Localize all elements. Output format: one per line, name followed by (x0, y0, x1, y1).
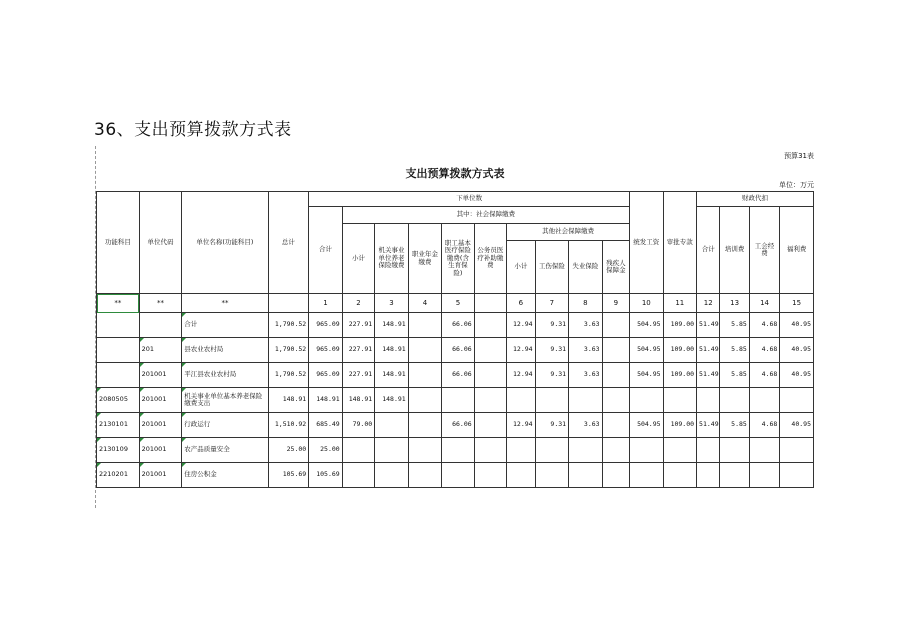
header-other-small: 小计 (507, 241, 535, 294)
table-cell[interactable] (569, 388, 603, 413)
table-cell[interactable] (602, 338, 629, 363)
table-cell[interactable]: 504.95 (630, 363, 664, 388)
table-cell[interactable] (602, 438, 629, 463)
table-cell[interactable] (720, 438, 749, 463)
header-medical: 职工基本医疗保险缴费(含生育保险) (442, 224, 474, 294)
table-cell[interactable] (474, 313, 506, 338)
table-cell[interactable]: 3.63 (569, 363, 603, 388)
table-cell[interactable] (442, 438, 474, 463)
table-cell[interactable] (663, 463, 697, 488)
table-cell[interactable] (749, 388, 779, 413)
table-cell[interactable] (474, 413, 506, 438)
table-cell[interactable]: 201001 (139, 388, 182, 413)
table-cell[interactable] (375, 438, 409, 463)
table-cell[interactable]: 25.00 (309, 438, 343, 463)
table-cell[interactable]: 201001 (139, 413, 182, 438)
header-unit-code: 单位代码 (139, 192, 182, 294)
sheet-title: 支出预算拨款方式表 (405, 167, 505, 180)
table-cell[interactable]: 965.09 (309, 363, 343, 388)
table-cell[interactable]: 3.63 (569, 313, 603, 338)
header-annuity: 职业年金缴费 (408, 224, 442, 294)
table-cell[interactable]: 109.00 (663, 413, 697, 438)
table-cell[interactable]: 合计 (182, 313, 268, 338)
index-cell[interactable]: 13 (720, 294, 749, 313)
sheet-unit: 单位：万元 (779, 181, 814, 189)
table-body (97, 294, 814, 488)
table-cell[interactable] (507, 388, 535, 413)
sheet-code: 预算31表 (784, 152, 814, 160)
table-cell[interactable]: 105.69 (309, 463, 343, 488)
index-cell[interactable]: 10 (630, 294, 664, 313)
table-cell[interactable]: 县农业农村局 (182, 338, 268, 363)
table-cell[interactable]: 机关事业单位基本养老保险缴费支出 (182, 388, 268, 413)
table-row (97, 388, 814, 413)
table-cell[interactable]: 66.06 (442, 338, 474, 363)
table-cell[interactable] (569, 463, 603, 488)
header-finance-proxy: 财政代扣 (697, 192, 814, 207)
table-cell[interactable] (697, 463, 720, 488)
table-cell[interactable]: 9.31 (535, 413, 569, 438)
header-other-social: 其他社会保障缴费 (507, 224, 630, 241)
table-cell[interactable] (342, 463, 374, 488)
header-direct-pay: 统发工资 (630, 192, 664, 294)
index-cell[interactable] (474, 294, 506, 313)
table-cell[interactable]: 4.68 (749, 363, 779, 388)
table-cell[interactable]: 66.06 (442, 313, 474, 338)
index-cell[interactable]: 2 (342, 294, 374, 313)
table-cell[interactable]: 965.09 (309, 313, 343, 338)
index-cell[interactable]: 8 (569, 294, 603, 313)
table-cell[interactable]: 51.49 (697, 313, 720, 338)
index-cell[interactable]: ** (97, 294, 140, 313)
header-pension: 机关事业单位养老保险缴费 (375, 224, 409, 294)
table-cell[interactable]: 109.00 (663, 313, 697, 338)
table-cell[interactable]: 66.06 (442, 363, 474, 388)
table-cell[interactable]: 1,790.52 (268, 363, 309, 388)
table-cell[interactable] (474, 463, 506, 488)
table-cell[interactable]: 4.68 (749, 338, 779, 363)
header-unemployment: 失业保险 (569, 241, 603, 294)
table-cell[interactable]: 2210201 (97, 463, 140, 488)
table-cell[interactable] (474, 363, 506, 388)
index-cell[interactable]: 4 (408, 294, 442, 313)
table-cell[interactable]: 40.95 (780, 338, 814, 363)
table-cell[interactable] (507, 438, 535, 463)
header-welfare: 福利费 (780, 207, 814, 294)
table-cell[interactable]: 9.31 (535, 313, 569, 338)
header-unit-name: 单位名称(功能科目) (182, 192, 268, 294)
table-cell[interactable] (139, 313, 182, 338)
document-title: 36、支出预算拨款方式表 (94, 120, 292, 140)
table-cell[interactable]: 12.94 (507, 313, 535, 338)
table-cell[interactable] (474, 438, 506, 463)
table-cell[interactable] (408, 388, 442, 413)
table-cell[interactable]: 201 (139, 338, 182, 363)
header-training: 培训费 (720, 207, 749, 294)
table-cell[interactable]: 3.63 (569, 413, 603, 438)
table-cell[interactable] (342, 438, 374, 463)
table-cell[interactable] (97, 363, 140, 388)
header-disabled: 残疾人保障金 (602, 241, 629, 294)
table-cell[interactable]: 4.68 (749, 313, 779, 338)
table-cell[interactable] (408, 313, 442, 338)
table-cell[interactable]: 2080505 (97, 388, 140, 413)
table-cell[interactable] (408, 338, 442, 363)
table-cell[interactable]: 105.69 (268, 463, 309, 488)
index-cell[interactable]: ** (182, 294, 268, 313)
table-cell[interactable]: 965.09 (309, 338, 343, 363)
table-cell[interactable] (697, 438, 720, 463)
table-cell[interactable]: 40.95 (780, 363, 814, 388)
table-row (97, 413, 814, 438)
table-cell[interactable] (663, 388, 697, 413)
budget-table (96, 191, 814, 488)
header-fp-total: 合计 (697, 207, 720, 294)
table-cell[interactable] (602, 363, 629, 388)
table-cell[interactable]: 2130109 (97, 438, 140, 463)
table-row (97, 463, 814, 488)
table-cell[interactable] (375, 413, 409, 438)
table-cell[interactable]: 148.91 (375, 338, 409, 363)
index-cell[interactable] (268, 294, 309, 313)
table-cell[interactable]: 504.95 (630, 413, 664, 438)
table-cell[interactable]: 201001 (139, 463, 182, 488)
table-cell[interactable] (630, 388, 664, 413)
table-cell[interactable] (749, 463, 779, 488)
table-cell[interactable] (780, 438, 814, 463)
table-cell[interactable] (535, 388, 569, 413)
table-cell[interactable] (630, 463, 664, 488)
header-subtotal: 合计 (309, 207, 343, 294)
table-cell[interactable]: 685.49 (309, 413, 343, 438)
table-cell[interactable]: 148.91 (375, 313, 409, 338)
header-injury: 工伤保险 (535, 241, 569, 294)
table-cell[interactable] (569, 438, 603, 463)
header-union: 工会经费 (749, 207, 779, 294)
table-cell[interactable]: 5.85 (720, 338, 749, 363)
table-cell[interactable] (474, 338, 506, 363)
header-small-total: 小计 (342, 224, 374, 294)
table-row (97, 338, 814, 363)
table-row (97, 313, 814, 338)
table-cell[interactable]: 25.00 (268, 438, 309, 463)
table-cell[interactable]: 1,510.92 (268, 413, 309, 438)
table-cell[interactable] (602, 413, 629, 438)
table-cell[interactable] (720, 388, 749, 413)
index-cell[interactable]: 3 (375, 294, 409, 313)
table-cell[interactable]: 40.95 (780, 413, 814, 438)
table-cell[interactable]: 5.85 (720, 363, 749, 388)
table-cell[interactable]: 12.94 (507, 413, 535, 438)
table-cell[interactable]: 148.91 (268, 388, 309, 413)
table-cell[interactable]: 504.95 (630, 338, 664, 363)
table-cell[interactable]: 148.91 (342, 388, 374, 413)
table-cell[interactable]: 40.95 (780, 313, 814, 338)
table-row (97, 363, 814, 388)
table-cell[interactable]: 227.91 (342, 338, 374, 363)
table-cell[interactable]: 住房公积金 (182, 463, 268, 488)
table-cell[interactable]: 2130101 (97, 413, 140, 438)
index-cell[interactable]: 12 (697, 294, 720, 313)
table-cell[interactable]: 148.91 (309, 388, 343, 413)
table-cell[interactable]: 201001 (139, 363, 182, 388)
table-cell[interactable]: 5.85 (720, 313, 749, 338)
table-cell[interactable] (408, 363, 442, 388)
table-cell[interactable] (697, 388, 720, 413)
table-cell[interactable]: 12.94 (507, 363, 535, 388)
table-cell[interactable]: 9.31 (535, 363, 569, 388)
table-cell[interactable]: 1,790.52 (268, 338, 309, 363)
table-cell[interactable]: 5.85 (720, 413, 749, 438)
index-cell[interactable]: 14 (749, 294, 779, 313)
table-cell[interactable] (442, 463, 474, 488)
table-cell[interactable] (663, 438, 697, 463)
table-cell[interactable] (535, 438, 569, 463)
table-cell[interactable]: 109.00 (663, 338, 697, 363)
table-cell[interactable] (780, 463, 814, 488)
table-cell[interactable]: 1,790.52 (268, 313, 309, 338)
table-cell[interactable]: 109.00 (663, 363, 697, 388)
header-approved: 审批专款 (663, 192, 697, 294)
table-cell[interactable]: 227.91 (342, 313, 374, 338)
table-cell[interactable]: 201001 (139, 438, 182, 463)
table-cell[interactable]: 51.49 (697, 338, 720, 363)
table-cell[interactable] (720, 463, 749, 488)
table-cell[interactable] (602, 388, 629, 413)
table-cell[interactable]: 12.94 (507, 338, 535, 363)
table-cell[interactable]: 51.49 (697, 413, 720, 438)
table-cell[interactable] (602, 463, 629, 488)
index-cell[interactable]: 15 (780, 294, 814, 313)
header-func-subject: 功能科目 (97, 192, 140, 294)
table-cell[interactable] (375, 463, 409, 488)
table-cell[interactable] (408, 438, 442, 463)
index-cell[interactable]: 9 (602, 294, 629, 313)
table-cell[interactable]: 4.68 (749, 413, 779, 438)
index-cell[interactable]: 1 (309, 294, 343, 313)
table-cell[interactable]: 51.49 (697, 363, 720, 388)
table-cell[interactable] (602, 313, 629, 338)
index-cell[interactable]: 6 (507, 294, 535, 313)
table-cell[interactable]: 227.91 (342, 363, 374, 388)
table-cell[interactable] (442, 388, 474, 413)
header-lower-funds: 下单位数 (309, 192, 630, 207)
table-cell[interactable]: 农产品质量安全 (182, 438, 268, 463)
table-cell[interactable]: 3.63 (569, 338, 603, 363)
table-cell[interactable] (97, 338, 140, 363)
table-row (97, 438, 814, 463)
table-cell[interactable]: 66.06 (442, 413, 474, 438)
table-cell[interactable]: 79.00 (342, 413, 374, 438)
table-cell[interactable] (780, 388, 814, 413)
table-cell[interactable]: 9.31 (535, 338, 569, 363)
index-cell[interactable]: ** (139, 294, 182, 313)
table-cell[interactable] (97, 313, 140, 338)
header-civil-medical: 公务员医疗补助缴费 (474, 224, 506, 294)
table-cell[interactable] (408, 463, 442, 488)
table-cell[interactable]: 平江县农业农村局 (182, 363, 268, 388)
table-cell[interactable] (630, 438, 664, 463)
table-cell[interactable]: 行政运行 (182, 413, 268, 438)
table-cell[interactable] (507, 463, 535, 488)
table-cell[interactable]: 504.95 (630, 313, 664, 338)
table-cell[interactable]: 148.91 (375, 388, 409, 413)
table-cell[interactable] (408, 413, 442, 438)
table-cell[interactable] (749, 438, 779, 463)
table-cell[interactable] (535, 463, 569, 488)
index-cell[interactable]: 5 (442, 294, 474, 313)
table-cell[interactable]: 148.91 (375, 363, 409, 388)
header-of-which-social: 其中：社会保障缴费 (342, 207, 629, 224)
spreadsheet-page (95, 146, 814, 508)
index-cell[interactable]: 7 (535, 294, 569, 313)
index-cell[interactable]: 11 (663, 294, 697, 313)
table-cell[interactable] (474, 388, 506, 413)
header-total: 总计 (268, 192, 309, 294)
index-row (97, 294, 814, 313)
